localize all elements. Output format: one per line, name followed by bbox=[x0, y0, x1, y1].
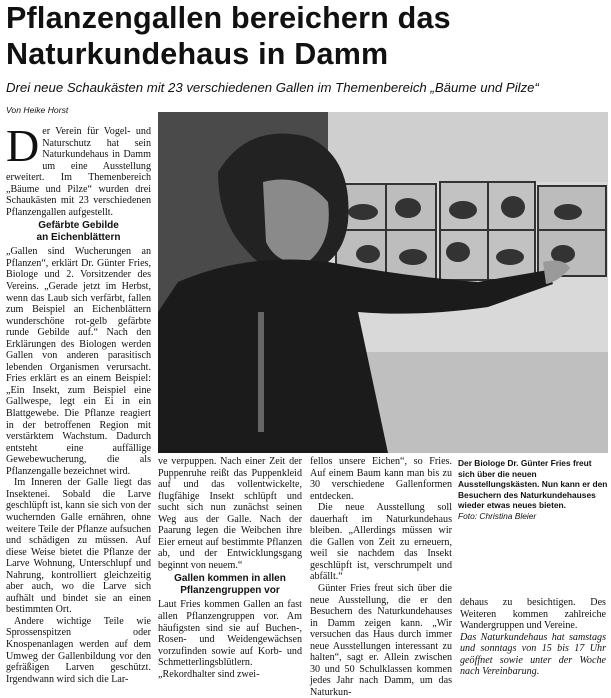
subheading-pflanzengruppen: Gallen kommen in allen Pflanzengruppen vor bbox=[174, 573, 286, 596]
headline-line-2: Naturkundehaus in Damm bbox=[6, 37, 389, 71]
byline: Von Heike Horst bbox=[6, 105, 69, 115]
article-column-1 bbox=[6, 120, 151, 685]
photo-biologist-showcase bbox=[158, 112, 608, 453]
paragraph: „Gallen sind Wucherungen an Pflanzen“, erklärt Dr. Günter Fries, Biologe und 2. Vorsitzender des Vereins. „Gerade jetzt im Herbst, wenn das Laub sich verfärbt, fallen zum Beispiel an Eichenblättern wunderschöne rot-gelb gefärbte runde Gebilde auf.“ Nach den Erklärungen des Biologen werden Gallen von anderen parasitisch lebenden Organismen verursacht. Fries erklärt es an einem Beispiel: „Ein Insekt, zum Beispiel eine Gallwespe, legt ein Ei in ein Blattgewebe. Die Pflanze reagiert in der betroffenen Region mit verstärktem Wachstum. Dadurch entsteht eine auffällige Gewebewucherung, die als Pflanzengalle bezeichnet wird. bbox=[6, 246, 151, 477]
photo-caption bbox=[458, 458, 608, 522]
paragraph: Im Inneren der Galle liegt das Insektenei. Sobald die Larve geschlüpft ist, kann sie sich von der wuchernden Galle ernähren, ohne weitere Teile der Pflanze aufsuchen und schädigen zu müssen. Auf diese Weise bietet die Pflanze der Larve Wohnung, Unterschlupf und Nahrung, kontrolliert gleichzeitig aber auch, wo die Larve sich aufhält und bindet sie an einen bestimmten Ort. bbox=[6, 477, 151, 616]
photo-illustration bbox=[158, 112, 608, 453]
paragraph: dehaus zu besichtigen. Des Weiteren kommen zahlreiche Wandergruppen und Vereine. bbox=[460, 597, 606, 632]
paragraph: ve verpuppen. Nach einer Zeit der Puppenruhe reißt das Puppenkleid auf und das vollentwickelte, flugfähige Insekt schlüpft und sucht sich nun zunächst seinen Weg aus der Galle. Nach der Paarung legen die Weibchen ihre Eier erneut auf bestimmte Pflanzen ab, und der Entwicklungsgang beginnt von neuem.“ bbox=[158, 456, 302, 571]
subheadline: Drei neue Schaukästen mit 23 verschiedenen Gallen im Themenbereich „Bäume und Pilze“ bbox=[6, 80, 539, 95]
headline-line-1: Pflanzengallen bereichern das bbox=[6, 1, 451, 35]
paragraph: fellos unsere Eichen“, so Fries. Auf einem Baum kann man bis zu 30 verschiedene Gallenformen entdecken. bbox=[310, 456, 452, 502]
drop-cap: D bbox=[6, 120, 40, 171]
subheading-eichenblaetter: Gefärbte Gebilde an Eichenblättern bbox=[36, 220, 121, 243]
article-column-4 bbox=[460, 597, 606, 678]
article-column-3 bbox=[310, 456, 452, 698]
paragraph: Die neue Ausstellung soll dauerhaft im Naturkundehaus bleiben. „Allerdings müssen wir die Gallen von Zeit zu erneuern, weil sie nachdem das Insekt geschlüpft ist, verschrumpelt und abfällt.“ bbox=[310, 502, 452, 583]
opening-hours: Das Naturkundehaus hat samstags und sonntags von 15 bis 17 Uhr geöffnet sowie unter der Woche nach Vereinbarung. bbox=[460, 631, 606, 678]
paragraph: Laut Fries kommen Gallen an fast allen Pflanzengruppen vor. Am häufigsten sind sie auf Buchen-, Rosen- und Weidengewächsen vorzufinden sowie auf Korb- und Schmetterlingsblütlern. „Rekordhalter sind zwei- bbox=[158, 599, 302, 680]
article-column-2 bbox=[158, 456, 302, 680]
caption-text: Der Biologe Dr. Günter Fries freut sich über die neuen Ausstellungskästen. Nun kann er den Besuchern des Naturkundehauses wieder etwas neues bieten. bbox=[458, 458, 608, 511]
paragraph: Andere wichtige Teile wie Sprossenspitzen oder Knospenanlagen werden auf dem Umweg der Gallenbildung vor den gefräßigen Larven geschützt. Irgendwann wird sich die Lar- bbox=[6, 615, 151, 685]
photo-credit: Foto: Christina Bleier bbox=[458, 510, 537, 521]
headline bbox=[6, 0, 606, 72]
intro-paragraph: Der Verein für Vogel- und Naturschutz hat sein Naturkundehaus in Damm um eine Ausstellung erweitert. Im Themenbereich „Bäume und Pilze“ wurden drei Schaukästen mit 23 verschiedenen Pflanzengallen aufgestellt. bbox=[6, 120, 151, 218]
paragraph: Günter Fries freut sich über die neue Ausstellung, die er den Besuchern des Naturkundehauses in Damm zeigen kann. „Wir versuchen das Haus durch immer neue Ausstellungen interessant zu halten“, sagt er. Allein zwischen 30 und 50 Schulklassen kommen jedes Jahr nach Damm, um das Naturkun- bbox=[310, 583, 452, 698]
